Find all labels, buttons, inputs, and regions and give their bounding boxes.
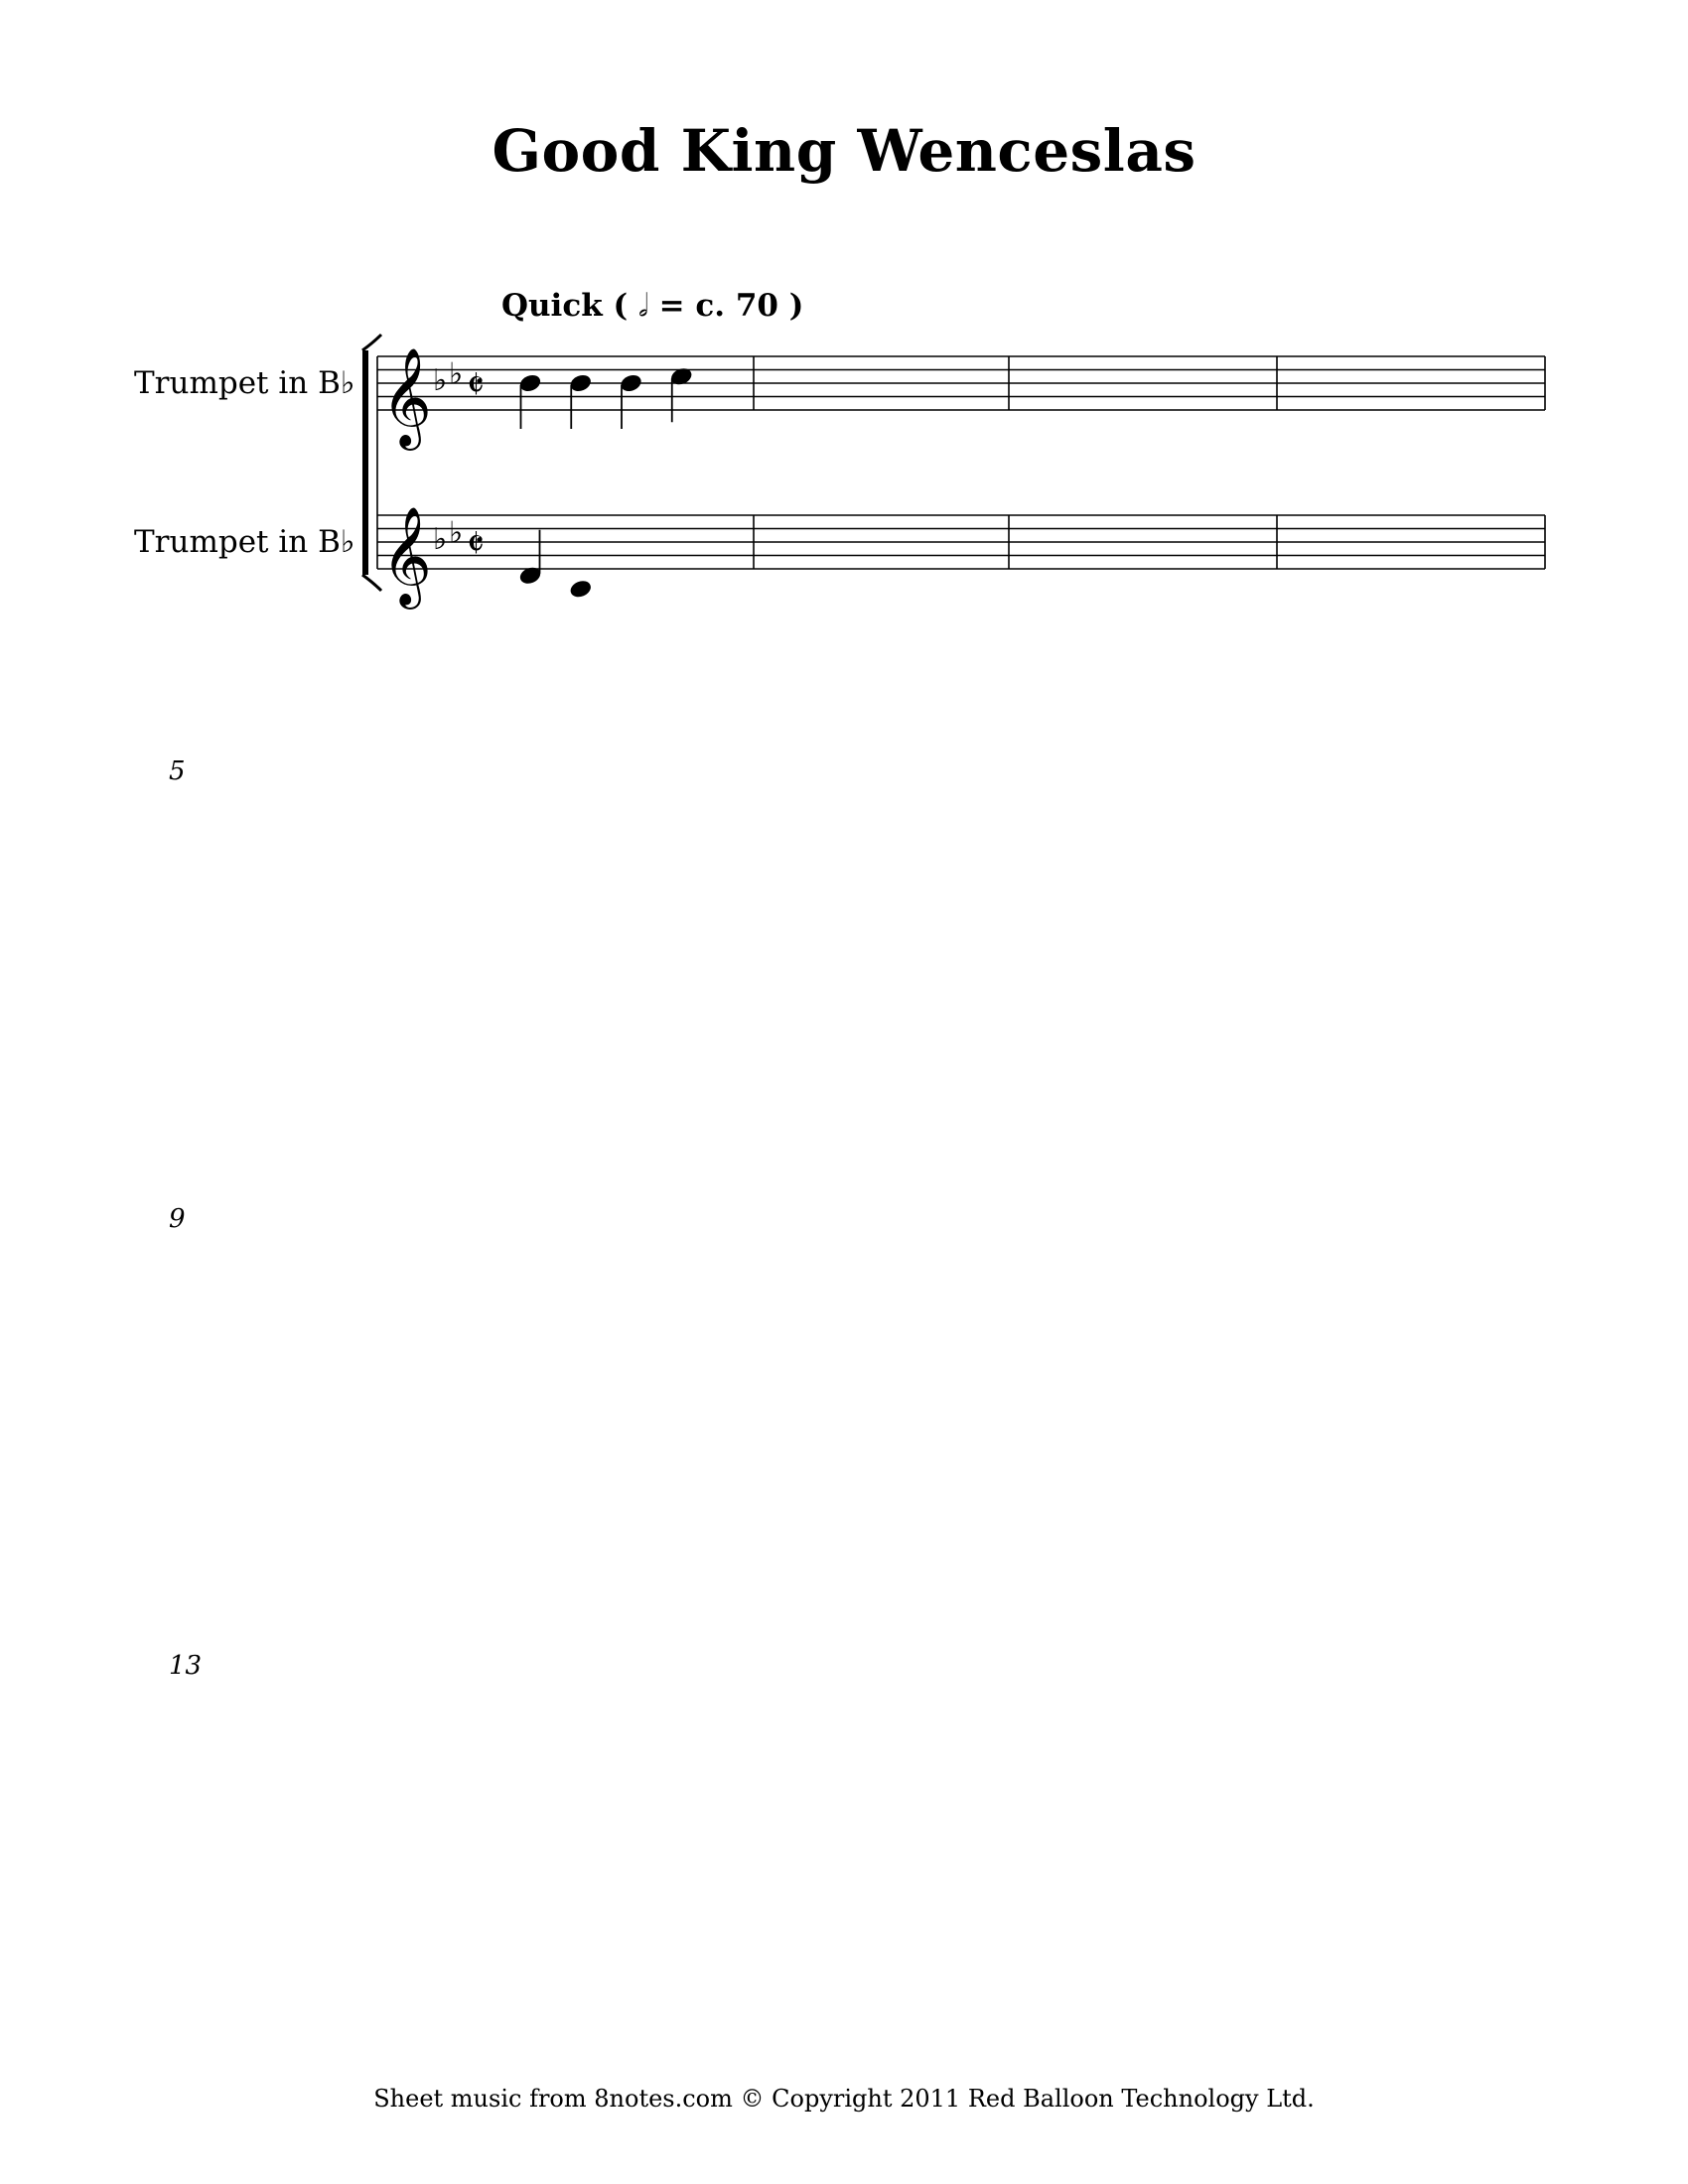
flat-icon: ♭ (449, 356, 464, 392)
note-head (518, 373, 542, 393)
note-head (569, 579, 593, 599)
instrument-label-top: Trumpet in B♭ (134, 365, 355, 401)
copyright-footer: Sheet music from 8notes.com © Copyright 2011 Red Balloon Technology Ltd. (373, 2085, 1315, 2113)
flat-icon: ♭ (433, 363, 448, 398)
page-title: Good King Wenceslas (492, 117, 1196, 185)
treble-clef-icon: 𝄞 (381, 347, 432, 447)
measure-number: 13 (169, 1651, 203, 1681)
bracket-hook (362, 335, 381, 350)
note-head (620, 373, 643, 393)
time-signature-icon: 𝄵 (467, 362, 485, 409)
time-signature-icon: 𝄵 (467, 521, 485, 568)
tempo-suffix: = c. 70 ) (647, 288, 804, 324)
bracket-hook (362, 575, 381, 591)
tempo-prefix: Quick ( (501, 288, 638, 324)
treble-clef-icon: 𝄞 (381, 506, 432, 606)
measure-number: 5 (169, 756, 186, 786)
note-head (569, 373, 593, 393)
instrument-label-bottom: Trumpet in B♭ (134, 524, 355, 560)
measure-number: 9 (169, 1204, 186, 1234)
flat-icon: ♭ (433, 522, 448, 557)
half-note-icon: 𝅗𝅥 (637, 288, 648, 324)
flat-icon: ♭ (449, 515, 464, 551)
